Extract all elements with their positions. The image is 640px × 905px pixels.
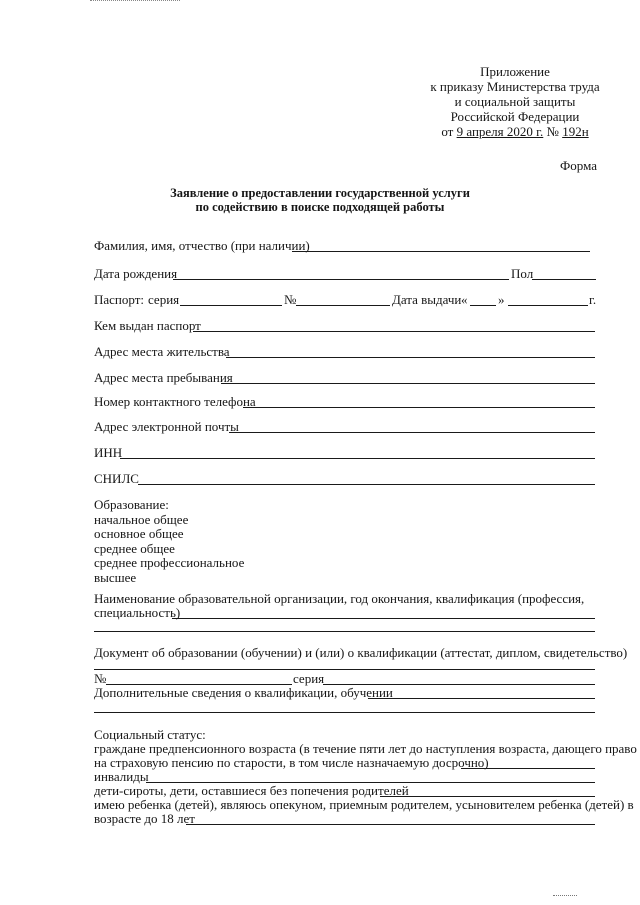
orphans-label: дети-сироты, дети, оставшиеся без попечения родителей — [94, 783, 409, 798]
appendix-line-2: к приказу Министерства труда — [430, 79, 600, 94]
guardian-label-line-2: возрасте до 18 лет — [94, 811, 195, 826]
issue-month-field[interactable] — [508, 305, 588, 306]
preretire-label-line-1: граждане предпенсионного возраста (в течение пяти лет до наступления возраста, дающего право — [94, 741, 637, 756]
appendix-num-prefix: № — [543, 124, 563, 139]
preretire-label-line-2: на страховую пенсию по старости, в том числе назначаемую досрочно) — [94, 755, 489, 770]
issue-date-label: Дата выдачи — [392, 292, 462, 307]
institution-label-line-2: специальность) — [94, 605, 181, 620]
appendix-line-5 — [430, 124, 600, 139]
document-field[interactable] — [94, 669, 595, 670]
document-series-label: серия — [293, 671, 325, 686]
form-label: Форма — [560, 158, 597, 173]
education-option[interactable]: основное общее — [94, 526, 184, 541]
passport-series-field[interactable] — [180, 305, 282, 306]
passport-series-label: серия — [148, 292, 180, 307]
appendix-block — [430, 64, 600, 139]
document-number-label: № — [94, 671, 107, 686]
inn-field[interactable] — [120, 458, 595, 459]
preretire-field[interactable] — [461, 768, 595, 769]
appendix-line-1: Приложение — [480, 64, 550, 79]
snils-field[interactable] — [138, 484, 595, 485]
email-field[interactable] — [229, 432, 595, 433]
sex-field[interactable] — [532, 279, 596, 280]
stay-field[interactable] — [221, 383, 595, 384]
title-line-1: Заявление о предоставлении государственной услуги — [170, 186, 470, 200]
fio-field[interactable] — [292, 251, 590, 252]
disabled-label: инвалиды — [94, 769, 149, 784]
document-title — [120, 186, 520, 214]
inn-label: ИНН — [94, 445, 123, 460]
phone-field[interactable] — [243, 407, 595, 408]
issue-day-field[interactable] — [470, 305, 496, 306]
education-option[interactable]: высшее — [94, 569, 137, 585]
quote-open: « — [461, 292, 468, 307]
email-label: Адрес электронной почты — [94, 419, 239, 434]
dob-label: Дата рождения — [94, 266, 178, 281]
scan-artifact-bottom — [553, 895, 577, 896]
sex-label: Пол — [511, 266, 534, 281]
fio-label: Фамилия, имя, отчество (при наличии) — [94, 238, 310, 253]
appendix-line-3: и социальной защиты — [454, 94, 576, 109]
title-line-2: по содействию в поиске подходящей работы — [195, 200, 445, 214]
residence-label: Адрес места жительства — [94, 344, 230, 359]
snils-label: СНИЛС — [94, 471, 139, 486]
appendix-number: 192н — [562, 124, 589, 139]
passport-label: Паспорт: — [94, 292, 145, 307]
appendix-from: от — [441, 124, 457, 139]
passport-number-label: № — [284, 292, 297, 307]
issued-by-field[interactable] — [193, 331, 595, 332]
guardian-label-line-1: имею ребенка (детей), являюсь опекуном, приемным родителем, усыновителем ребенка (детей) в — [94, 797, 634, 812]
document-label: Документ об образовании (обучении) и (или) о квалификации (аттестат, диплом, свидетельство) — [94, 645, 628, 660]
education-block — [94, 498, 244, 585]
education-heading: Образование: — [94, 497, 169, 512]
additional-label: Дополнительные сведения о квалификации, обучении — [94, 685, 393, 700]
additional-field-1[interactable] — [368, 698, 595, 699]
institution-field-1[interactable] — [172, 618, 595, 619]
education-option[interactable]: начальное общее — [94, 511, 189, 527]
social-heading: Социальный статус: — [94, 727, 206, 742]
residence-field[interactable] — [226, 357, 595, 358]
institution-field-2[interactable] — [94, 631, 595, 632]
dob-field[interactable] — [173, 279, 509, 280]
additional-field-2[interactable] — [94, 712, 595, 713]
quote-close: » — [498, 292, 505, 307]
year-suffix: г. — [589, 292, 597, 307]
education-option[interactable]: среднее общее — [94, 540, 175, 556]
stay-label: Адрес места пребывания — [94, 370, 233, 385]
appendix-date: 9 апреля 2020 г. — [456, 124, 544, 139]
passport-number-field[interactable] — [296, 305, 390, 306]
issued-by-label: Кем выдан паспорт — [94, 318, 201, 333]
education-option[interactable]: среднее профессиональное — [94, 555, 245, 570]
scan-artifact-top — [90, 0, 180, 4]
phone-label: Номер контактного телефона — [94, 394, 256, 409]
appendix-line-4: Российской Федерации — [450, 109, 580, 124]
guardian-field[interactable] — [186, 824, 595, 825]
institution-label-line-1: Наименование образовательной организации, год окончания, квалификация (профессия, — [94, 591, 585, 606]
